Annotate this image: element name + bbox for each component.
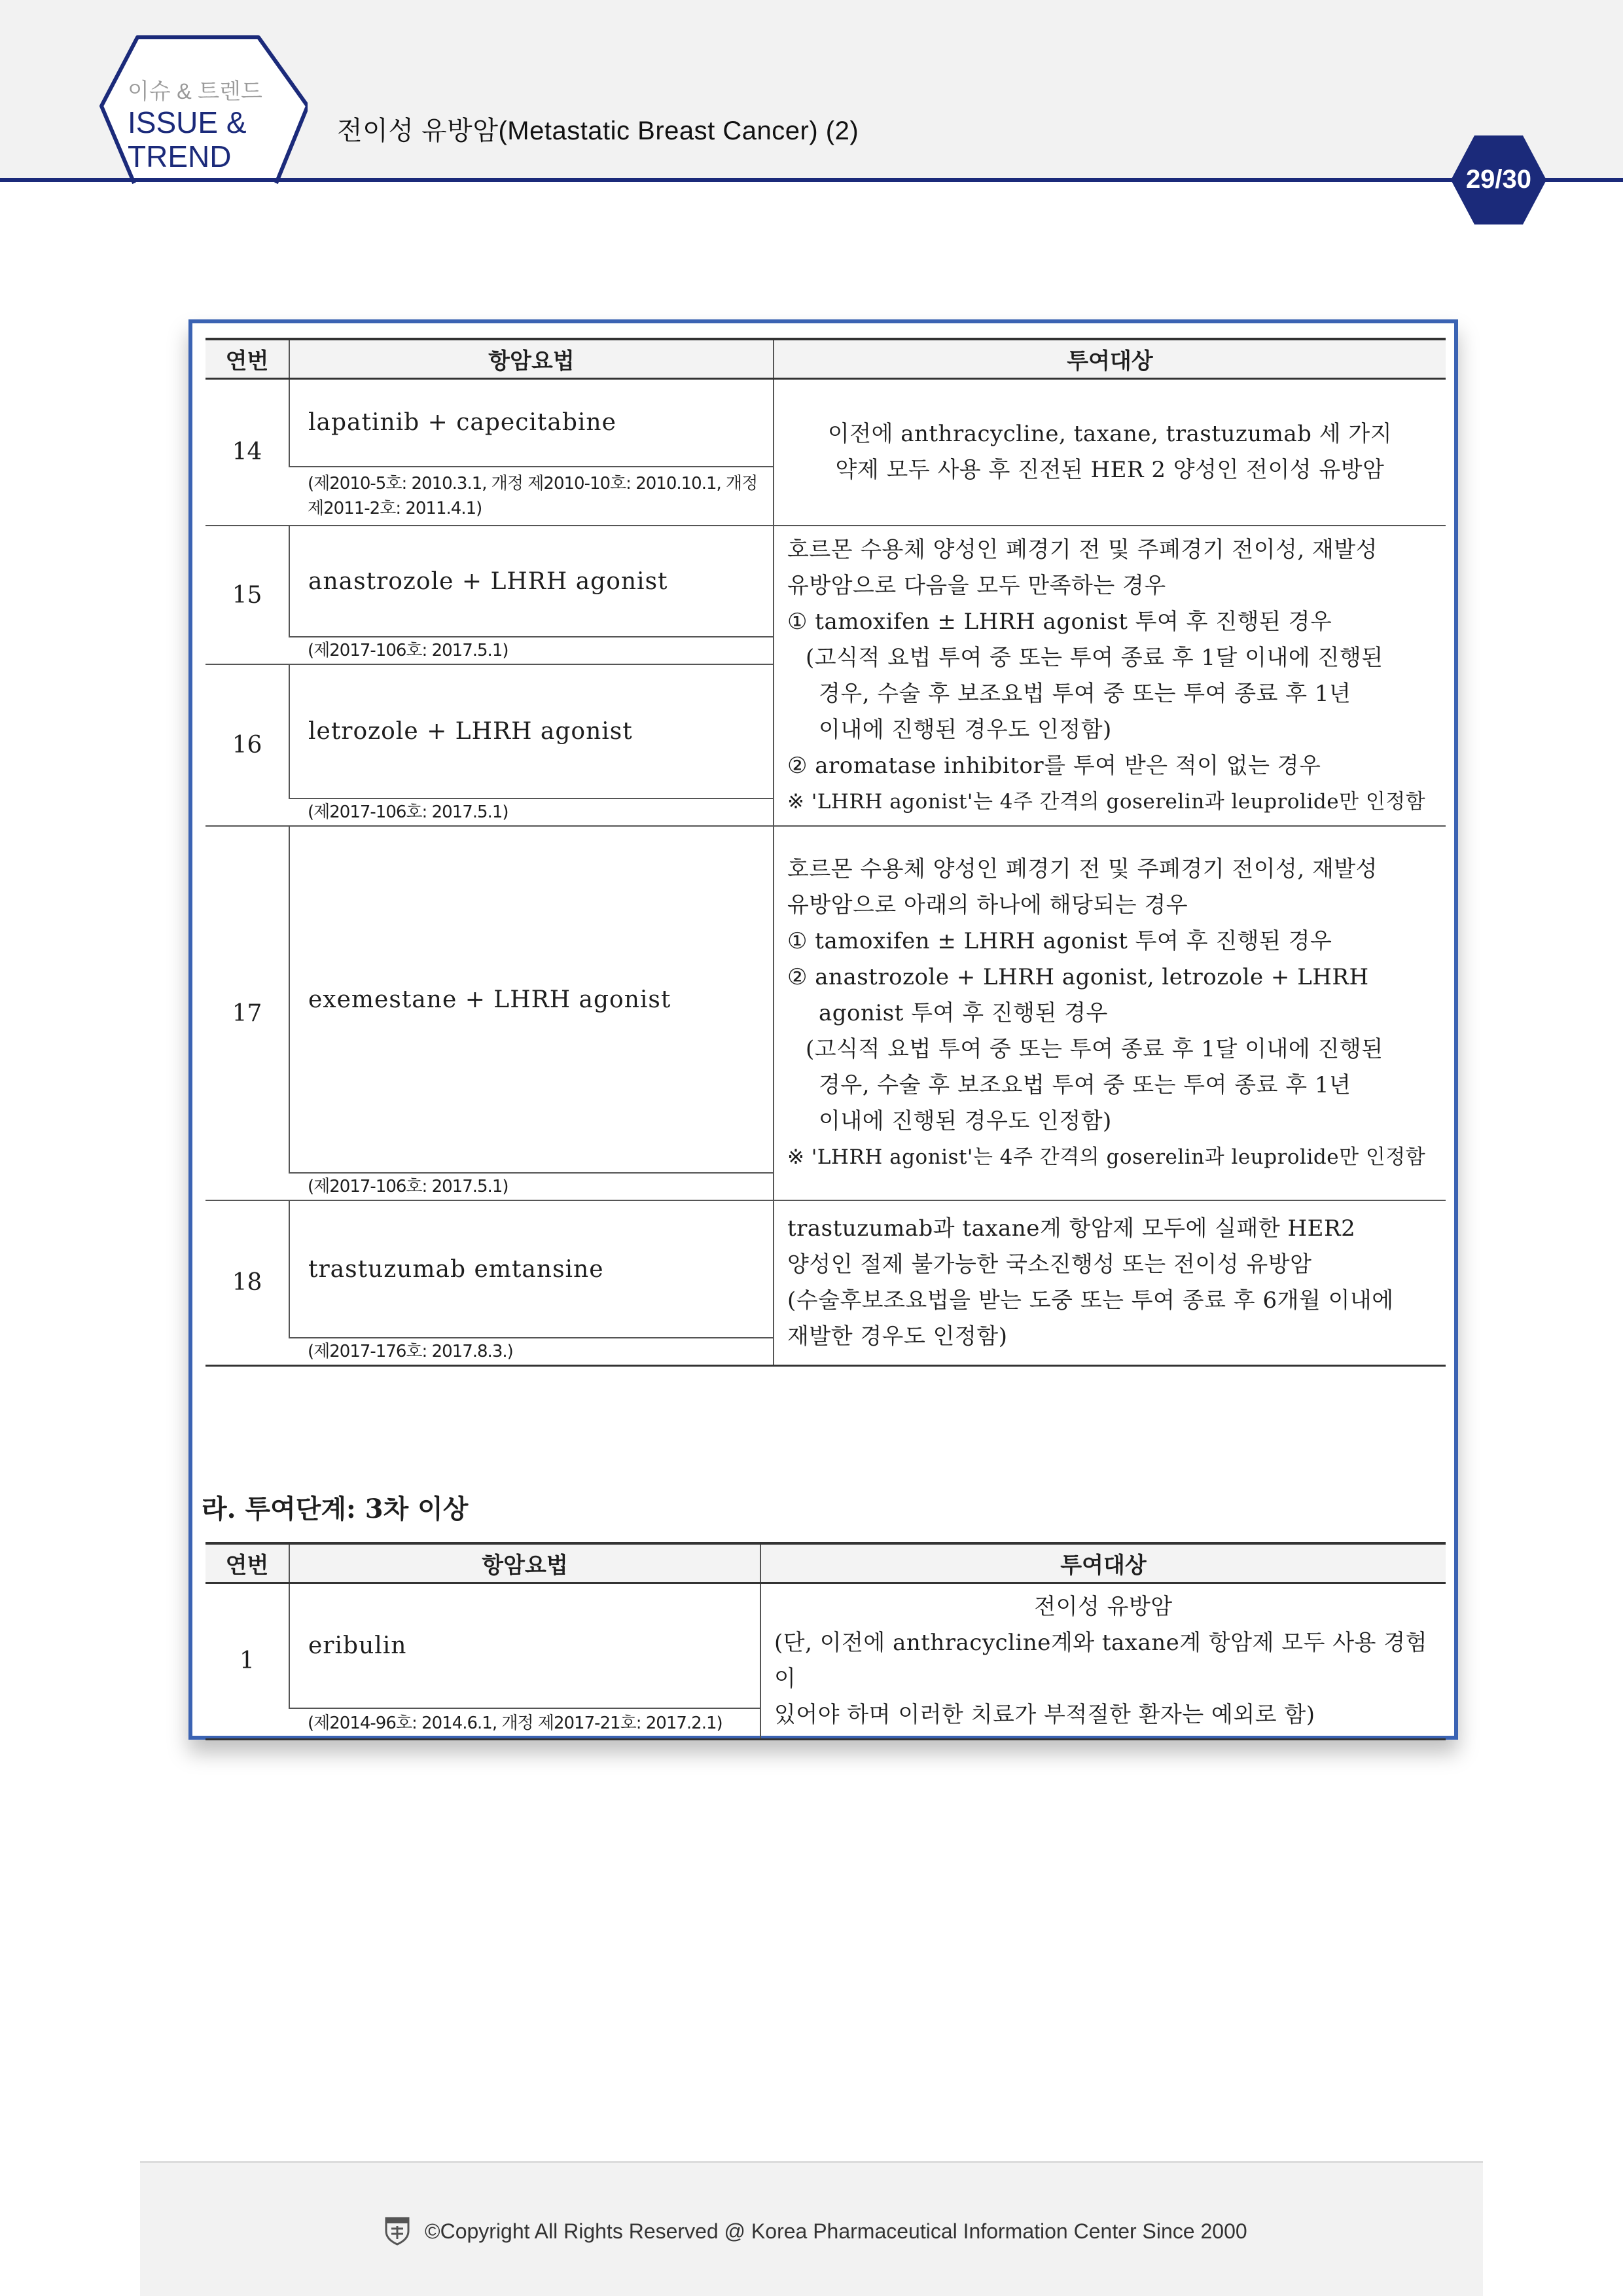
target-line: 있어야 하며 이러한 치료가 부적절한 환자는 예외로 함) (774, 1701, 1315, 1728)
target-line: 전이성 유방암 (1034, 1593, 1173, 1620)
regulation-note: (제2010-5호: 2010.3.1, 개정 제2010-10호: 2010.10.1, 개정 제2011-2호: 2011.4.1) (289, 467, 774, 526)
regimen-table-third-line (205, 1542, 1446, 1740)
target-line: 이내에 진행된 경우도 인정함) (819, 1107, 1112, 1134)
target-line: 경우, 수술 후 보조요법 투여 중 또는 투여 종료 후 1년 (819, 680, 1351, 707)
regimen-name: letrozole + LHRH agonist (289, 664, 774, 798)
col-header-target: 투여대상 (774, 339, 1446, 378)
page-number: 29/30 (1465, 165, 1532, 194)
header-divider (0, 178, 1623, 182)
target-description (760, 1583, 1446, 1739)
col-header-number: 연번 (205, 339, 289, 378)
regulation-note: (제2017-176호: 2017.8.3.) (289, 1338, 774, 1365)
target-line: ※ 'LHRH agonist'는 4주 간격의 goserelin과 leuprolide만 인정함 (787, 1145, 1426, 1169)
target-line: (수술후보조요법을 받는 도중 또는 투여 종료 후 6개월 이내에 (787, 1287, 1394, 1314)
table-row (205, 826, 1446, 1173)
table-header-row (205, 339, 1446, 378)
target-line: ② anastrozole + LHRH agonist, letrozole + LHRH (787, 963, 1369, 990)
regulation-note: (제2017-106호: 2017.5.1) (289, 798, 774, 826)
target-line: 호르몬 수용체 양성인 폐경기 전 및 주폐경기 전이성, 재발성 (787, 536, 1378, 563)
regimen-name: lapatinib + capecitabine (289, 378, 774, 467)
col-header-target: 투여대상 (760, 1543, 1446, 1583)
copyright-text: ©Copyright All Rights Reserved @ Korea Pharmaceutical Information Center Since 2000 (425, 2219, 1247, 2243)
col-header-regimen: 항암요법 (289, 339, 774, 378)
target-line: 호르몬 수용체 양성인 폐경기 전 및 주폐경기 전이성, 재발성 (787, 855, 1378, 882)
target-line: ① tamoxifen ± LHRH agonist 투여 후 진행된 경우 (787, 927, 1332, 954)
target-line: agonist 투여 후 진행된 경우 (819, 999, 1108, 1026)
regulation-note: (제2017-106호: 2017.5.1) (289, 1173, 774, 1200)
target-line: 이전에 anthracycline, taxane, trastuzumab 세 가지 (827, 420, 1393, 447)
page-header (0, 0, 1623, 196)
badge-english-line1: ISSUE & (128, 105, 247, 139)
col-header-number: 연번 (205, 1543, 289, 1583)
col-header-regimen: 항암요법 (289, 1543, 760, 1583)
target-line: 유방암으로 아래의 하나에 해당되는 경우 (787, 891, 1188, 918)
target-line: 재발한 경우도 인정함) (787, 1323, 1008, 1350)
target-line: (고식적 요법 투여 중 또는 투여 종료 후 1달 이내에 진행된 (806, 644, 1383, 671)
page-footer (140, 2161, 1483, 2296)
row-number: 17 (205, 826, 289, 1200)
table-row (205, 1200, 1446, 1338)
shield-logo-icon (382, 2215, 412, 2246)
row-number: 1 (205, 1583, 289, 1739)
target-line: 이내에 진행된 경우도 인정함) (819, 716, 1112, 743)
regimen-name: eribulin (289, 1583, 760, 1708)
target-description (774, 378, 1446, 526)
badge-english-line2: TREND (128, 139, 232, 173)
target-line: 유방암으로 다음을 모두 만족하는 경우 (787, 572, 1166, 599)
target-description (774, 1200, 1446, 1365)
row-number: 14 (205, 378, 289, 526)
target-line: 경우, 수술 후 보조요법 투여 중 또는 투여 종료 후 1년 (819, 1071, 1351, 1098)
target-line: (고식적 요법 투여 중 또는 투여 종료 후 1달 이내에 진행된 (806, 1035, 1383, 1062)
target-description (774, 526, 1446, 826)
row-number: 18 (205, 1200, 289, 1365)
regimen-table-second-line (205, 338, 1446, 1367)
table-row (205, 1583, 1446, 1708)
regimen-name: trastuzumab emtansine (289, 1200, 774, 1338)
target-line: trastuzumab과 taxane계 항암제 모두에 실패한 HER2 (787, 1215, 1356, 1242)
row-number: 16 (205, 664, 289, 826)
target-line: (단, 이전에 anthracycline계와 taxane계 항암제 모두 사용 경험이 (774, 1629, 1427, 1692)
issue-trend-badge (128, 73, 262, 173)
target-line: ① tamoxifen ± LHRH agonist 투여 후 진행된 경우 (787, 608, 1332, 635)
badge-korean: 이슈 & 트렌드 (128, 79, 262, 104)
table-row (205, 526, 1446, 637)
page-title: 전이성 유방암(Metastatic Breast Cancer) (2) (337, 117, 859, 145)
regimen-name: anastrozole + LHRH agonist (289, 526, 774, 637)
document-scan (188, 319, 1458, 1740)
table-header-row (205, 1543, 1446, 1583)
regulation-note: (제2017-106호: 2017.5.1) (289, 637, 774, 664)
section-heading: 라. 투여단계: 3차 이상 (202, 1494, 469, 1524)
target-description (774, 826, 1446, 1200)
row-number: 15 (205, 526, 289, 664)
table-row (205, 378, 1446, 467)
target-line: ※ 'LHRH agonist'는 4주 간격의 goserelin과 leuprolide만 인정함 (787, 789, 1426, 814)
regimen-name: exemestane + LHRH agonist (289, 826, 774, 1173)
target-line: 양성인 절제 불가능한 국소진행성 또는 전이성 유방암 (787, 1251, 1312, 1278)
target-line: 약제 모두 사용 후 진전된 HER 2 양성인 전이성 유방암 (835, 456, 1385, 483)
regulation-note: (제2014-96호: 2014.6.1, 개정 제2017-21호: 2017.2.1) (289, 1708, 760, 1739)
target-line: ② aromatase inhibitor를 투여 받은 적이 없는 경우 (787, 752, 1321, 779)
